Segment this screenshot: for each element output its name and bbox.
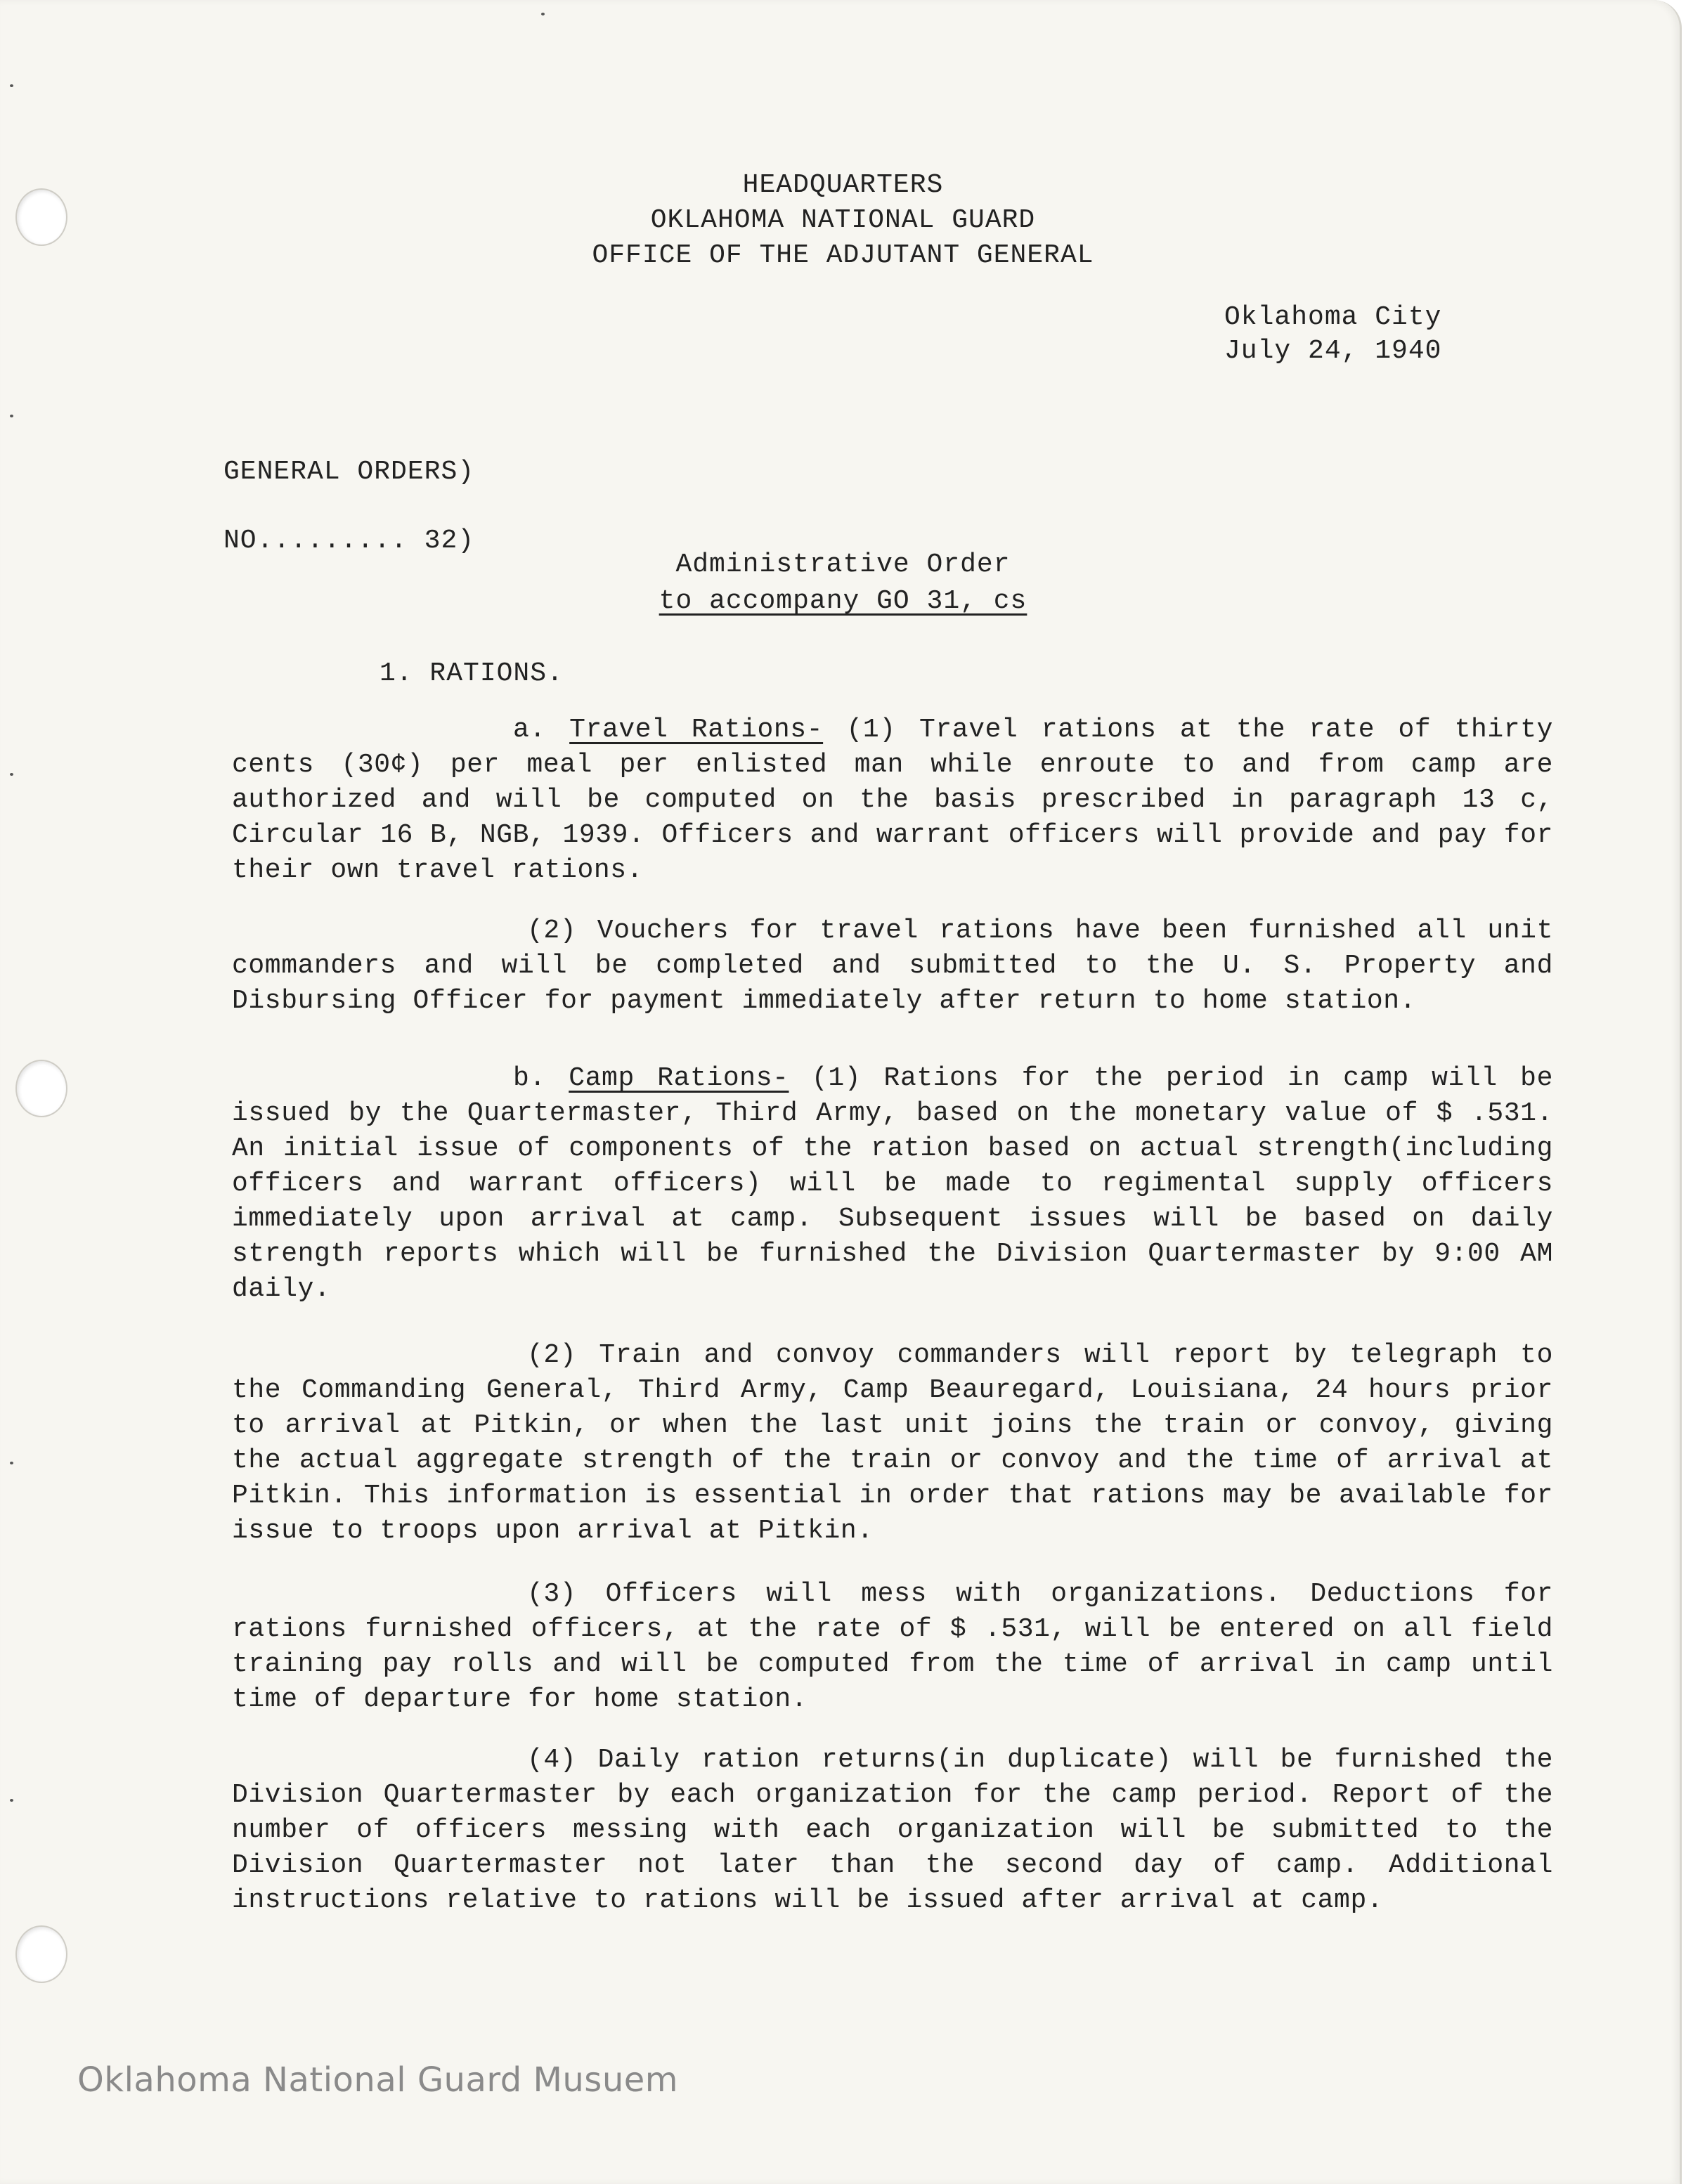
paragraph-b-1 xyxy=(232,1061,1553,1307)
paragraph-a-title: Travel Rations- xyxy=(569,715,824,745)
paper-speck xyxy=(10,84,13,87)
section-heading: 1. RATIONS. xyxy=(380,658,564,689)
paragraph-a-1-text: (1) Travel rations at the rate of thirty cents (30¢) per meal per enlisted man while enroute to and from camp are authorized and will be computed on the basis prescribed in paragraph 13 c, Circular 16 B, NGB, 1939. Officers and warrant officers will provide and pay for their own travel rations. xyxy=(232,715,1554,885)
paragraph-b-3-text: (3) Officers will mess with organizations. Deductions for rations furnished officers, at the rate of $ .531, will be entered on all field training pay rolls and will be computed from the time of arrival in camp until time of departure for home station. xyxy=(232,1579,1553,1715)
paragraph-a-2-text: (2) Vouchers for travel rations have been furnished all unit commanders and will be completed and submitted to the U. S. Property and Disbursing Officer for payment immediately after return to home station. xyxy=(232,916,1553,1016)
paragraph-b-3 xyxy=(232,1577,1553,1717)
paragraph-b-label: b. xyxy=(513,1063,546,1093)
paper-speck xyxy=(10,773,13,776)
header-organization: OKLAHOMA NATIONAL GUARD xyxy=(650,205,1036,235)
general-orders-label: GENERAL ORDERS) xyxy=(223,457,475,487)
museum-watermark: Oklahoma National Guard Musuem xyxy=(77,2060,679,2100)
subject-subtitle: to accompany GO 31, cs xyxy=(659,586,1027,616)
paragraph-a-label: a. xyxy=(513,715,546,745)
paper-speck xyxy=(10,1799,13,1802)
paragraph-a-1 xyxy=(232,713,1553,888)
paper-speck xyxy=(10,1462,13,1464)
place-city: Oklahoma City xyxy=(1224,302,1442,332)
paper-speck xyxy=(10,415,13,417)
punch-hole xyxy=(15,1925,67,1983)
punch-hole xyxy=(15,1060,67,1117)
paragraph-b-4 xyxy=(232,1743,1553,1918)
paragraph-b-1-text: (1) Rations for the period in camp will be issued by the Quartermaster, Third Army, based on the monetary value of $ .531. An initial issue of components of the ration based on actual strength(including officers and warrant officers) will be made to regimental supply officers immediately upon arrival at camp. Subsequent issues will be based on daily strength reports which will be furnished the Division Quartermaster by 9:00 AM daily. xyxy=(232,1063,1553,1304)
subject-title: Administrative Order xyxy=(675,550,1011,580)
header-office: OFFICE OF THE ADJUTANT GENERAL xyxy=(592,240,1094,271)
paragraph-b-title: Camp Rations- xyxy=(569,1063,789,1093)
paper-speck xyxy=(541,13,545,15)
header-headquarters: HEADQUARTERS xyxy=(742,170,944,200)
paragraph-b-4-text: (4) Daily ration returns(in duplicate) will be furnished the Division Quartermaster by each organization for the camp period. Report of the number of officers messing with each organization will be submitted to the Division Quartermaster not later than the second day of camp. Additional instructions relative to rations will be issued after arrival at camp. xyxy=(232,1745,1553,1916)
paragraph-a-2 xyxy=(232,914,1553,1019)
subject-subtitle-row xyxy=(0,586,1686,616)
order-number: NO......... 32) xyxy=(223,526,475,556)
paragraph-b-2-text: (2) Train and convoy commanders will report by telegraph to the Commanding General, Third Army, Camp Beauregard, Louisiana, 24 hours prior to arrival at Pitkin, or when the last unit joins the train or convoy, giving the actual aggregate strength of the train or convoy and the time of arrival at Pitkin. This information is essential in order that rations may be available for issue to troops upon arrival at Pitkin. xyxy=(232,1340,1553,1546)
paragraph-b-2 xyxy=(232,1338,1553,1549)
order-date: July 24, 1940 xyxy=(1224,336,1442,366)
